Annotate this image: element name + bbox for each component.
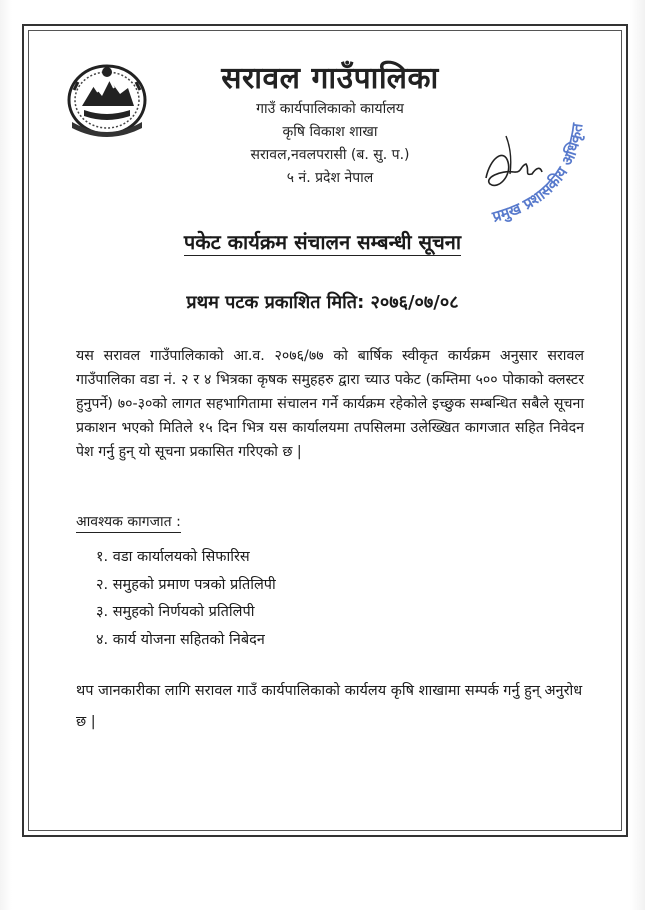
publication-date: प्रथम पटक प्रकाशित मिति: २०७६/०७/०८: [186, 292, 459, 313]
contact-note: थप जानकारीका लागि सरावल गाउँ कार्यपालिकाको कार्यलय कृषि शाखामा सम्पर्क गर्नु हुन् अनुरोध छ |: [76, 683, 583, 730]
notice-title: पकेट कार्यक्रम संचालन सम्बन्धी सूचना: [183, 230, 462, 254]
list-item: ४. कार्य योजना सहितको निबेदन: [96, 631, 265, 648]
notice-title-row: [0, 228, 645, 255]
required-documents-heading: आवश्यक कागजात :: [76, 512, 181, 533]
office-name: गाउँ कार्यपालिकाको कार्यालय: [256, 101, 404, 117]
stamp-text: प्रमुख प्रशासकीय अधिकृत: [490, 122, 587, 226]
notice-body: यस सरावल गाउँपालिकाको आ.व. २०७६/७७ को बार्षिक स्वीकृत कार्यक्रम अनुसार सरावल गाउँपालिका वडा नं. २ र ४ भित्रका कृषक समुहहरु द्वारा च्याउ पकेट (कम्तिमा ५०० पोकाको क्लस्टर हुनुपर्ने) ७०-३०को लागत सहभागितामा संचालन गर्ने कार्यक्रम रहेकोले इच्छुक सम्बन्धित सबैले सूचना प्रकाशन भएको मितिले १५ दिन भित्र यस कार्यालयमा तपसिलमा उलेख्खित कागजात सहित निवेदन पेश गर्नु हुन् यो सूचना प्रकासित गरिएको छ |: [76, 348, 584, 460]
list-item: १. वडा कार्यालयको सिफारिस: [96, 549, 250, 565]
required-documents-list: [96, 544, 276, 654]
list-item: २. समुहको प्रमाण पत्रको प्रतिलिपी: [96, 576, 276, 593]
address: सरावल,नवलपरासी (ब. सु. प.): [250, 147, 410, 163]
signature-icon: [486, 155, 542, 185]
branch-name: कृषि विकाश शाखा: [282, 124, 378, 140]
signature-stamp: [476, 118, 596, 238]
list-item: ३. समुहको निर्णयको प्रतिलिपी: [96, 604, 255, 620]
organization-name: सरावल गाउँपालिका: [221, 61, 439, 96]
letterhead: [160, 60, 500, 190]
province: ५ नं. प्रदेश नेपाल: [286, 170, 374, 186]
nepal-emblem-icon: [64, 60, 150, 138]
